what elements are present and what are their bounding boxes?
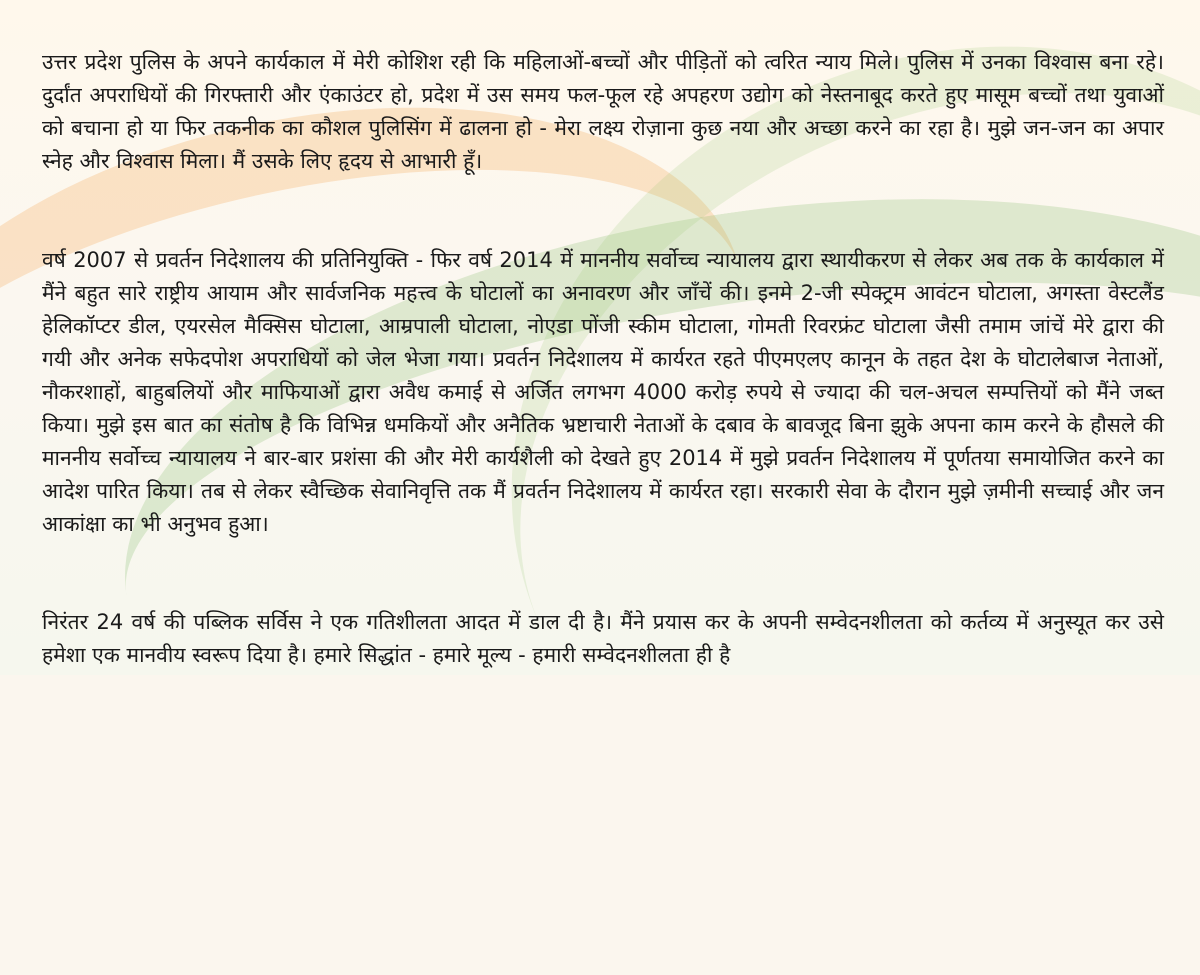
paragraph-up-police: उत्तर प्रदेश पुलिस के अपने कार्यकाल में मेरी कोशिश रही कि महिलाओं-बच्चों और पीड़ितों को त्वरित न्याय मिले। पुलिस में उनका विश्वास बना रहे। दुर्दांत अपराधियों की गिरफ्तारी और एंकाउंटर हो, प्रदेश में उस समय फल-फूल रहे अपहरण उद्योग को नेस्तनाबूद करते हुए मासूम बच्चों तथा युवाओं को बचाना हो या फिर तकनीक का कौशल पुलिसिंग में ढालना हो - मेरा लक्ष्य रोज़ाना कुछ नया और अच्छा करने का रहा है। मुझे जन-जन का अपार स्नेह और विश्वास मिला। मैं उसके लिए हृदय से आभारी हूँ।: [42, 50, 1164, 173]
paragraph-public-service: निरंतर 24 वर्ष की पब्लिक सर्विस ने एक गतिशीलता आदत में डाल दी है। मैंने प्रयास कर के अपनी सम्वेदनशीलता को कर्तव्य में अनुस्यूत कर उसे हमेशा एक मानवीय स्वरूप दिया है। हमारे सिद्धांत - हमारे मूल्य - हमारी सम्वेदनशीलता ही है: [42, 610, 1164, 667]
paragraph-enforcement-directorate: वर्ष 2007 से प्रवर्तन निदेशालय की प्रतिनियुक्ति - फिर वर्ष 2014 में माननीय सर्वोच्च न्यायालय द्वारा स्थायीकरण से लेकर अब तक के कार्यकाल में मैंने बहुत सारे राष्ट्रीय आयाम और सार्वजनिक महत्त्व के घोटालों का अनावरण और जाँचें की। इनमे 2-जी स्पेक्ट्रम आवंटन घोटाला, अगस्ता वेस्टलैंड हेलिकॉप्टर डील, एयरसेल मैक्सिस घोटाला, आम्रपाली घोटाला, नोएडा पोंजी स्कीम घोटाला, गोमती रिवरफ्रंट घोटाला जैसी तमाम जांचें मेरे द्वारा की गयी और अनेक सफेदपोश अपराधियों को जेल भेजा गया। प्रवर्तन निदेशालय में कार्यरत रहते पीएमएलए कानून के तहत देश के घोटालेबाज नेताओं, नौकरशाहों, बाहुबलियों और माफियाओं द्वारा अवैध कमाई से अर्जित लगभग 4000 करोड़ रुपये से ज्यादा की चल-अचल सम्पत्तियों को मैंने जब्त किया। मुझे इस बात का संतोष है कि विभिन्न धमकियों और अनैतिक भ्रष्टाचारी नेताओं के दबाव के बावजूद बिना झुके अपना काम करने के हौसले की माननीय सर्वोच्च न्यायालय ने बार-बार प्रशंसा की और मेरी कार्यशैली को देखते हुए 2014 में मुझे प्रवर्तन निदेशालय में पूर्णतया समायोजित करने का आदेश पारित किया। तब से लेकर स्वैच्छिक सेवानिवृत्ति तक मैं प्रवर्तन निदेशालय में कार्यरत रहा। सरकारी सेवा के दौरान मुझे ज़मीनी सच्चाई और जन आकांक्षा का भी अनुभव हुआ।: [42, 248, 1164, 536]
